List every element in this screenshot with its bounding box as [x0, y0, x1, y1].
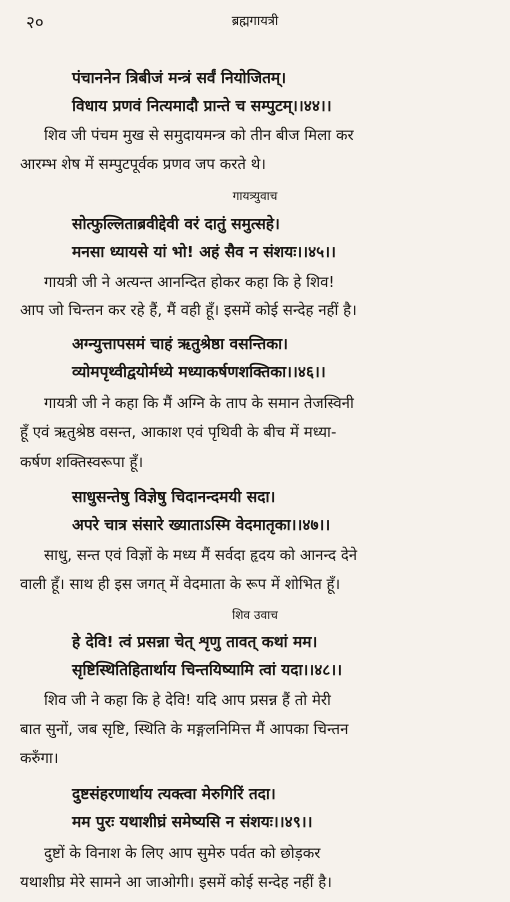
verse-line: हे देवि! त्वं प्रसन्ना चेत् शृणु तावत् कथां मम। — [72, 633, 318, 651]
verse-line: सृष्टिस्थितिहितार्थाय चिन्तयिष्यामि त्वां यदा।।४८।। — [72, 661, 343, 679]
page-number: २० — [26, 13, 44, 33]
prose-line: दुष्टों के विनाश के लिए आप सुमेरु पर्वत को छोड़कर — [44, 844, 321, 862]
verse-line: साधुसन्तेषु विज्ञेषु चिदानन्दमयी सदा। — [72, 488, 276, 506]
verse-line: अपरे चात्र संसारे ख्याताऽस्मि वेदमातृका।।४७।। — [72, 516, 331, 534]
verse-line: सोत्फुल्लिताब्रवीद्देवी वरं दातुं समुत्सहे। — [72, 215, 280, 233]
prose-line: आरम्भ शेष में सम्पुटपूर्वक प्रणव जप करते थे। — [20, 155, 266, 173]
prose-line: बात सुनों, जब सृष्टि, स्थिति के मङ्गलनिमित्त मैं आपका चिन्तन — [20, 720, 349, 738]
prose-line: वाली हूँ। साथ ही इस जगत् में वेदमाता के रूप में शोभित हूँ। — [20, 575, 341, 593]
verse-line: विधाय प्रणवं नित्यमादौ प्रान्ते च सम्पुटम्।।४४।। — [72, 97, 332, 115]
prose-line: यथाशीघ्र मेरे सामने आ जाओगी। इसमें कोई सन्देह नहीं है। — [20, 873, 332, 891]
prose-line: हूँ एवं ऋतुश्रेष्ठ वसन्त, आकाश एवं पृथिवी के बीच में मध्या- — [20, 423, 337, 441]
page-header — [0, 8, 510, 34]
verse-line: मम पुरः यथाशीघ्रं समेष्यसि न संशयः।।४९।। — [72, 813, 313, 831]
verse-line: मनसा ध्यायसे यां भो! अहं सैव न संशयः।।४५।। — [72, 243, 336, 261]
prose-line: शिव जी पंचम मुख से समुदायमन्त्र को तीन बीज मिला कर — [44, 126, 354, 144]
prose-line: शिव जी ने कहा कि हे देवि! यदि आप प्रसन्न हैं तो मेरी — [44, 691, 331, 709]
prose-line: गायत्री जी ने कहा कि मैं अग्नि के ताप के समान तेजस्विनी — [44, 394, 354, 412]
prose-line: करुँगा। — [20, 749, 59, 767]
prose-line: साधु, सन्त एवं विज्ञों के मध्य मैं सर्वदा हृदय को आनन्द देने — [44, 546, 358, 564]
verse-line: अग्न्युत्तापसमं चाहं ऋतुश्रेष्ठा वसन्तिका। — [72, 335, 289, 353]
prose-line: कर्षण शक्तिस्वरूपा हूँ। — [20, 453, 144, 471]
prose-line: आप जो चिन्तन कर रहे हैं, मैं वही हूँ। इसमें कोई सन्देह नहीं है। — [20, 301, 357, 319]
verse-line: पंचाननेन त्रिबीजं मन्त्रं सर्वं नियोजितम्। — [72, 69, 287, 87]
running-title: ब्रह्मगायत्री — [231, 14, 279, 29]
verse-line: दुष्टसंहरणार्थाय त्यक्त्वा मेरुगिरिं तदा। — [72, 785, 276, 803]
prose-line: गायत्री जी ने अत्यन्त आनन्दित होकर कहा कि हे शिव! — [44, 273, 335, 291]
speaker-label: शिव उवाच — [232, 608, 278, 622]
speaker-label: गायत्र्युवाच — [232, 189, 278, 203]
verse-line: व्योमपृथ्वीद्वयोर्मध्ये मध्याकर्षणशक्तिका।।४६।। — [72, 363, 326, 381]
